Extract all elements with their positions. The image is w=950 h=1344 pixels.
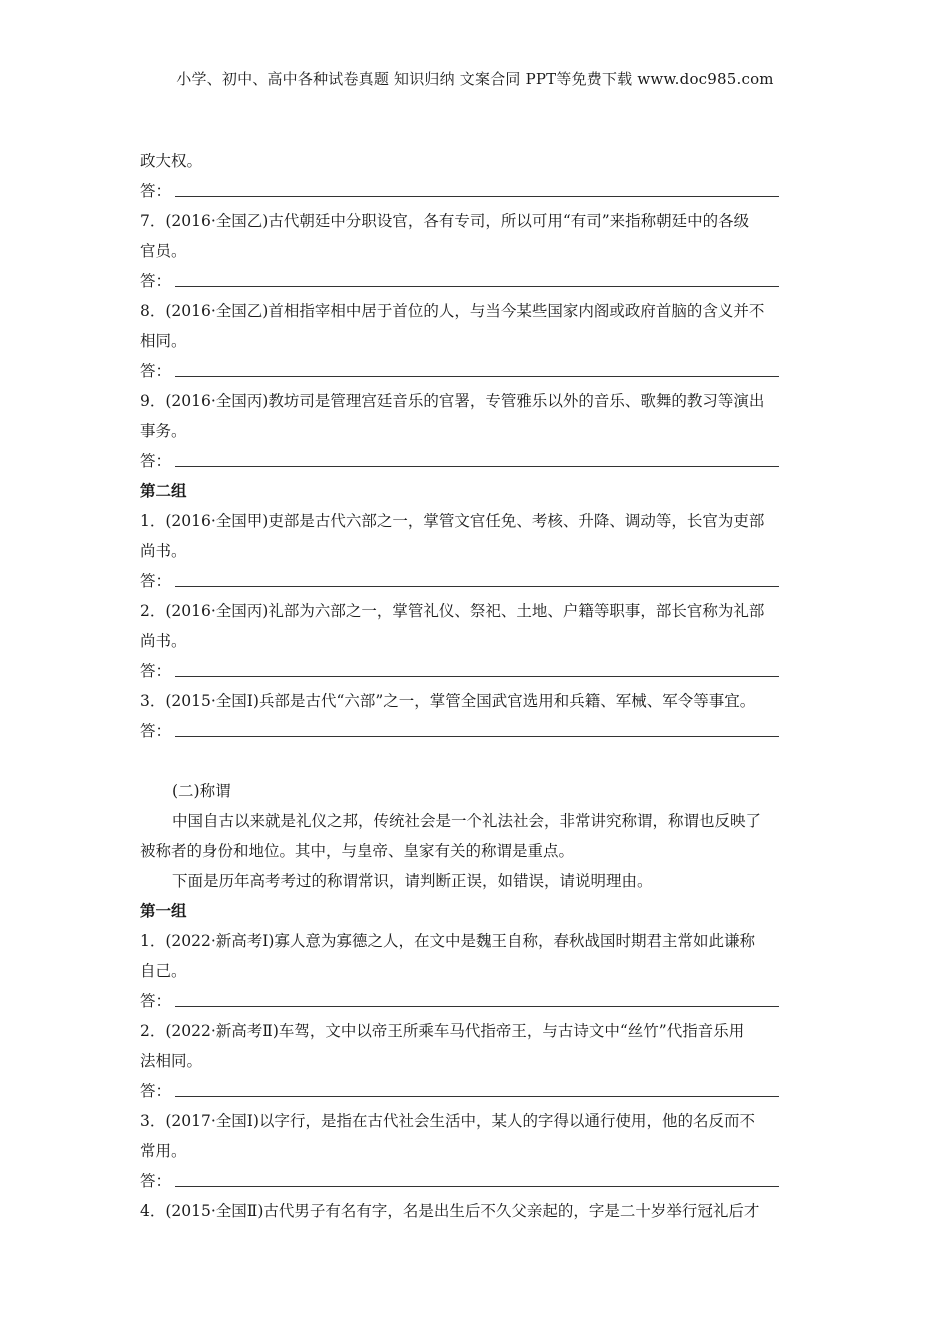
- question-text: 相同。: [140, 332, 187, 350]
- section-gap: [140, 746, 812, 776]
- answer-line: [140, 656, 812, 686]
- answer-line: [140, 266, 812, 296]
- question-text: 尚书。: [140, 542, 187, 560]
- answer-line: [140, 176, 812, 206]
- answer-label: 答：: [140, 992, 172, 1010]
- group-title: 第二组: [140, 481, 187, 500]
- answer-blank[interactable]: [175, 286, 779, 287]
- question-text: 3．(2015·全国Ⅰ)兵部是古代“六部”之一，掌管全国武官选用和兵籍、军械、军令等事宜。: [140, 692, 756, 710]
- question-text: 尚书。: [140, 632, 187, 650]
- answer-label: 答：: [140, 362, 172, 380]
- answer-blank[interactable]: [175, 676, 779, 677]
- answer-label: 答：: [140, 572, 172, 590]
- answer-label: 答：: [140, 662, 172, 680]
- answer-blank[interactable]: [175, 1006, 779, 1007]
- question-text: 7．(2016·全国乙)古代朝廷中分职设官，各有专司，所以可用“有司”来指称朝廷中的各级: [140, 212, 750, 230]
- page-header: 小学、初中、高中各种试卷真题 知识归纳 文案合同 PPT等免费下载 www.doc985.com: [176, 70, 774, 88]
- question-text: 3．(2017·全国Ⅰ)以字行，是指在古代社会生活中，某人的字得以通行使用，他的名反而不: [140, 1112, 755, 1130]
- answer-line: [140, 716, 812, 746]
- answer-blank[interactable]: [175, 736, 779, 737]
- answer-blank[interactable]: [175, 1096, 779, 1097]
- answer-line: [140, 356, 812, 386]
- question-text: 事务。: [140, 422, 187, 440]
- question-text: 官员。: [140, 242, 187, 260]
- answer-blank[interactable]: [175, 196, 779, 197]
- question-text: 常用。: [140, 1142, 187, 1160]
- answer-line: [140, 986, 812, 1016]
- intro-text: 中国自古以来就是礼仪之邦，传统社会是一个礼法社会，非常讲究称谓，称谓也反映了: [172, 812, 762, 830]
- answer-label: 答：: [140, 272, 172, 290]
- answer-line: [140, 566, 812, 596]
- group-title: 第一组: [140, 901, 187, 920]
- question-text: 政大权。: [140, 152, 203, 170]
- answer-label: 答：: [140, 182, 172, 200]
- question-text: 2．(2022·新高考Ⅱ)车驾，文中以帝王所乘车马代指帝王，与古诗文中“丝竹”代指音乐用: [140, 1022, 745, 1040]
- answer-label: 答：: [140, 722, 172, 740]
- question-text: 1．(2022·新高考Ⅰ)寡人意为寡德之人，在文中是魏王自称，春秋战国时期君主常如此谦称: [140, 932, 755, 950]
- answer-blank[interactable]: [175, 1186, 779, 1187]
- question-text: 法相同。: [140, 1052, 203, 1070]
- question-text: 1．(2016·全国甲)吏部是古代六部之一，掌管文官任免、考核、升降、调动等，长官为吏部: [140, 512, 765, 530]
- document-body: [140, 146, 812, 1226]
- answer-line: [140, 446, 812, 476]
- question-text: 自己。: [140, 962, 187, 980]
- answer-blank[interactable]: [175, 586, 779, 587]
- intro-text: 下面是历年高考考过的称谓常识，请判断正误，如错误，请说明理由。: [172, 872, 653, 890]
- intro-text: 被称者的身份和地位。其中，与皇帝、皇家有关的称谓是重点。: [140, 842, 575, 860]
- question-text: 8．(2016·全国乙)首相指宰相中居于首位的人，与当今某些国家内阁或政府首脑的含义并不: [140, 302, 765, 320]
- question-text: 2．(2016·全国丙)礼部为六部之一，掌管礼仪、祭祀、土地、户籍等职事，部长官称为礼部: [140, 602, 765, 620]
- answer-line: [140, 1076, 812, 1106]
- answer-blank[interactable]: [175, 376, 779, 377]
- question-text: 4．(2015·全国Ⅱ)古代男子有名有字，名是出生后不久父亲起的，字是二十岁举行冠礼后才: [140, 1202, 760, 1220]
- section-title: (二)称谓: [172, 782, 231, 800]
- answer-label: 答：: [140, 1172, 172, 1190]
- answer-blank[interactable]: [175, 466, 779, 467]
- answer-label: 答：: [140, 1082, 172, 1100]
- answer-label: 答：: [140, 452, 172, 470]
- question-text: 9．(2016·全国丙)教坊司是管理宫廷音乐的官署，专管雅乐以外的音乐、歌舞的教习等演出: [140, 392, 765, 410]
- answer-line: [140, 1166, 812, 1196]
